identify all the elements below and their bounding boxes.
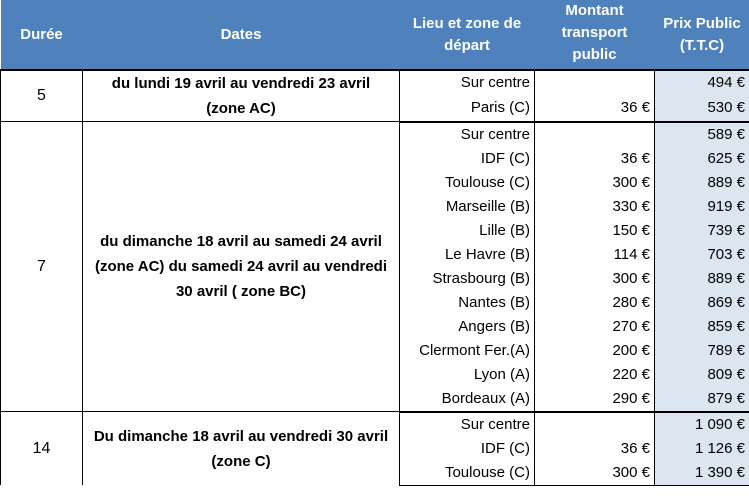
header-dates: Dates: [83, 0, 400, 70]
location-cell: Angers (B): [400, 315, 535, 339]
transport-amount-cell: 36 €: [535, 96, 655, 122]
price-cell: 1 126 €: [655, 437, 749, 461]
price-cell: 703 €: [655, 243, 749, 267]
price-cell: 625 €: [655, 147, 749, 171]
price-cell: 530 €: [655, 96, 749, 122]
table-row: [1, 412, 749, 437]
transport-amount-cell: [535, 412, 655, 437]
price-cell: 889 €: [655, 171, 749, 195]
duration-cell: 14: [1, 412, 83, 486]
duration-cell: 7: [1, 122, 83, 412]
location-cell: Clermont Fer.(A): [400, 339, 535, 363]
location-cell: Lille (B): [400, 219, 535, 243]
location-cell: Toulouse (C): [400, 461, 535, 486]
transport-amount-cell: 300 €: [535, 461, 655, 486]
table-row: [1, 122, 749, 147]
location-cell: Sur centre: [400, 70, 535, 96]
location-cell: Sur centre: [400, 122, 535, 147]
transport-amount-cell: 36 €: [535, 147, 655, 171]
header-montant: Montant transport public: [535, 0, 655, 70]
location-cell: Le Havre (B): [400, 243, 535, 267]
header-prix: Prix Public (T.T.C): [655, 0, 749, 70]
transport-amount-cell: 150 €: [535, 219, 655, 243]
location-cell: Strasbourg (B): [400, 267, 535, 291]
transport-amount-cell: [535, 122, 655, 147]
duration-cell: 5: [1, 70, 83, 122]
location-cell: Marseille (B): [400, 195, 535, 219]
price-cell: 1 090 €: [655, 412, 749, 437]
table-row: [1, 70, 749, 96]
location-cell: IDF (C): [400, 147, 535, 171]
header-row: [1, 0, 749, 70]
price-cell: 494 €: [655, 70, 749, 96]
price-cell: 919 €: [655, 195, 749, 219]
price-cell: 809 €: [655, 363, 749, 387]
dates-cell: du lundi 19 avril au vendredi 23 avril (zone AC): [83, 70, 400, 122]
transport-amount-cell: [535, 70, 655, 96]
transport-amount-cell: 290 €: [535, 387, 655, 412]
transport-amount-cell: 300 €: [535, 267, 655, 291]
location-cell: IDF (C): [400, 437, 535, 461]
header-duree: Durée: [1, 0, 83, 70]
price-cell: 1 390 €: [655, 461, 749, 486]
transport-amount-cell: 220 €: [535, 363, 655, 387]
price-cell: 589 €: [655, 122, 749, 147]
price-cell: 739 €: [655, 219, 749, 243]
price-cell: 879 €: [655, 387, 749, 412]
transport-amount-cell: 36 €: [535, 437, 655, 461]
dates-cell: Du dimanche 18 avril au vendredi 30 avril (zone C): [83, 412, 400, 486]
transport-amount-cell: 300 €: [535, 171, 655, 195]
location-cell: Lyon (A): [400, 363, 535, 387]
location-cell: Toulouse (C): [400, 171, 535, 195]
transport-amount-cell: 270 €: [535, 315, 655, 339]
location-cell: Sur centre: [400, 412, 535, 437]
price-cell: 789 €: [655, 339, 749, 363]
dates-cell: du dimanche 18 avril au samedi 24 avril (zone AC) du samedi 24 avril au vendredi 30 avril ( zone BC): [83, 122, 400, 412]
transport-amount-cell: 200 €: [535, 339, 655, 363]
header-lieu: Lieu et zone de départ: [400, 0, 535, 70]
location-cell: Bordeaux (A): [400, 387, 535, 412]
transport-amount-cell: 330 €: [535, 195, 655, 219]
transport-amount-cell: 280 €: [535, 291, 655, 315]
price-cell: 889 €: [655, 267, 749, 291]
location-cell: Paris (C): [400, 96, 535, 122]
price-cell: 869 €: [655, 291, 749, 315]
price-cell: 859 €: [655, 315, 749, 339]
location-cell: Nantes (B): [400, 291, 535, 315]
transport-amount-cell: 114 €: [535, 243, 655, 267]
